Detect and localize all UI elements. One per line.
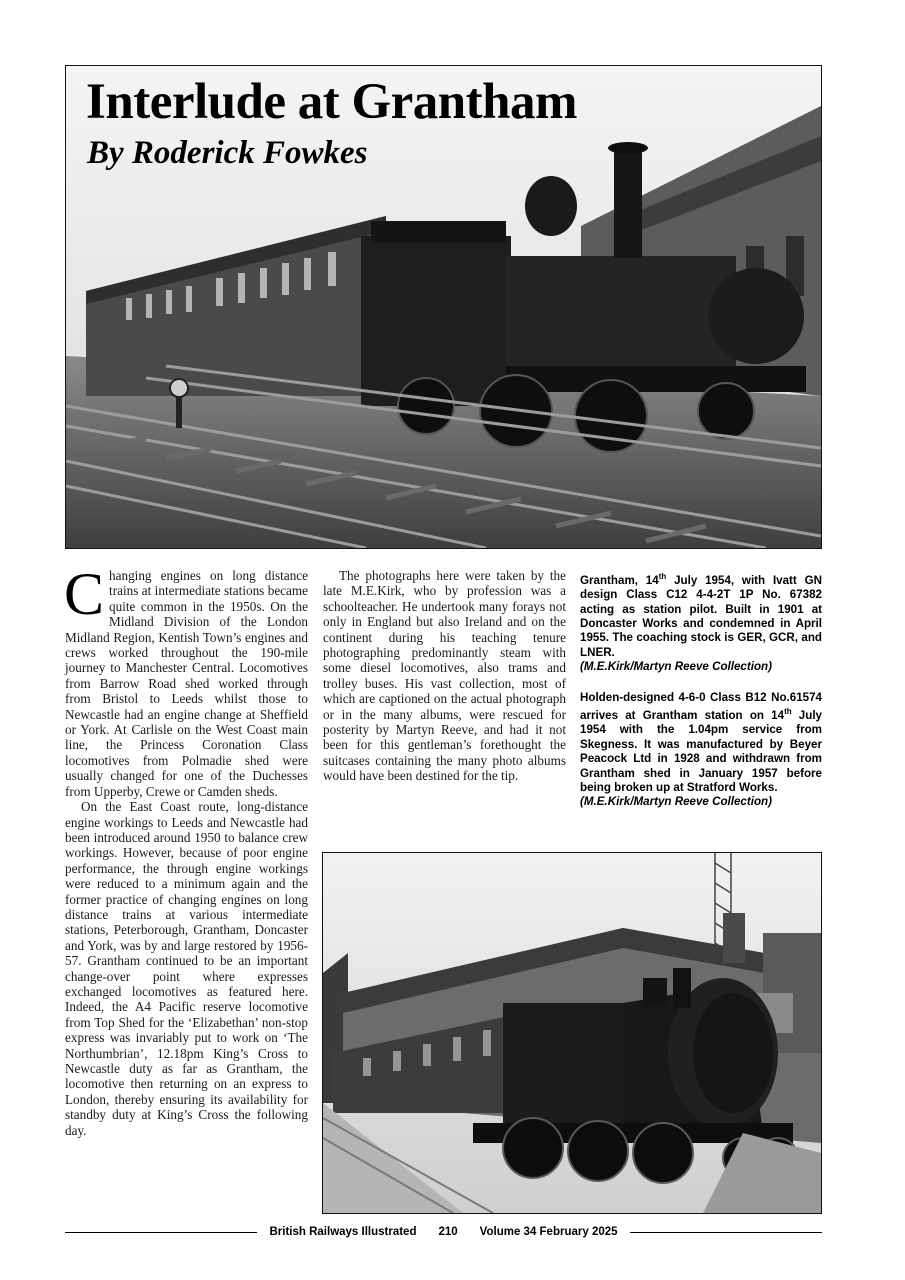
- article-byline: By Roderick Fowkes: [87, 135, 368, 171]
- page-number: 210: [438, 1226, 458, 1238]
- page-footer: [65, 1222, 822, 1242]
- lead-photograph: [65, 65, 822, 549]
- caption-second-photo: Holden-designed 4-6-0 Class B12 No.61574 arrives at Grantham station on 14th July 1954 with the 1.04pm service from Skegness. It was manufactured by Beyer Peacock Ltd in 1928 and withdrawn from Grantham shed in January 1957 before being broken up at Stratford Works.: [580, 690, 823, 794]
- publication-name: British Railways Illustrated: [269, 1226, 417, 1238]
- body-column-2: [323, 568, 566, 784]
- drop-cap: C: [64, 561, 105, 627]
- body-column-1: [64, 561, 308, 1138]
- b12-locomotive-photo: [323, 853, 821, 1213]
- body-paragraph: On the East Coast route, long-distance engine workings to Leeds and Newcastle had been introduced around 1950 to balance crew workings. However, because of poor engine performance, the through engine workings were reduced to a minimum again and the former practice of changing engines on long distance trains at various intermediate stations, Peterborough, Grantham, Doncaster and York, was by and large restored by 1956-57. Grantham continued to be an important change-over point where expresses exchanged locomotives as featured here. Indeed, the A4 Pacific reserve locomotive from Top Shed for the ‘Elizabethan’ non-stop express was invariably put to work on ‘The Northumbrian’, 12.18pm King’s Cross to Newcastle duty as far as Grantham, the locomotive then returning on an express to London, thereby ensuring its availability for standby duty at King’s Cross the following day.: [65, 799, 308, 1138]
- caption-credit: (M.E.Kirk/Martyn Reeve Collection): [580, 660, 772, 674]
- footer-rule-left: [65, 1232, 257, 1233]
- footer-rule-right: [630, 1232, 822, 1233]
- photo-captions: [580, 570, 822, 810]
- article-title: Interlude at Grantham: [86, 74, 577, 130]
- second-photograph: [322, 852, 822, 1214]
- body-paragraph: [64, 561, 308, 799]
- paragraph-text: hanging engines on long distance trains at intermediate stations became quite common in the 1950s. On the Midland Division of the London Midland Region, Kentish Town’s engines and crews worked throughout the 190-mile journey to Manchester Central. Locomotives from Barrow Road shed worked through from Bristol to Leeds whilst those to Newcastle had an engine change at Sheffield or York. At Carlisle on the West Coast main line, the Princess Coronation Class locomotives from Polmadie shed were usually changed for one of the Duchesses from Upperby, Crewe or Camden sheds.: [65, 568, 308, 799]
- caption-lead-photo: Grantham, 14th July 1954, with Ivatt GN design Class C12 4-4-2T 1P No. 67382 acting as station pilot. Built in 1901 at Doncaster Works and condemned in April 1955. The coaching stock is GER, GCR, and LNER.: [580, 572, 822, 659]
- body-paragraph: The photographs here were taken by the late M.E.Kirk, who by profession was a schoolteacher. He undertook many forays not only in England but also Ireland and on the continent during his teaching tenure photographing predominantly steam with some diesel locomotives, also trams and trolley buses. His vast collection, most of which are captioned on the actual photograph or in the many albums, were rescued for posterity by Martyn Reeve, and had it not been for this gentleman’s forethought the suitcases containing the many photo albums would have been destined for the tip.: [323, 568, 566, 784]
- caption-credit: (M.E.Kirk/Martyn Reeve Collection): [580, 795, 772, 809]
- issue-info: Volume 34 February 2025: [479, 1226, 618, 1238]
